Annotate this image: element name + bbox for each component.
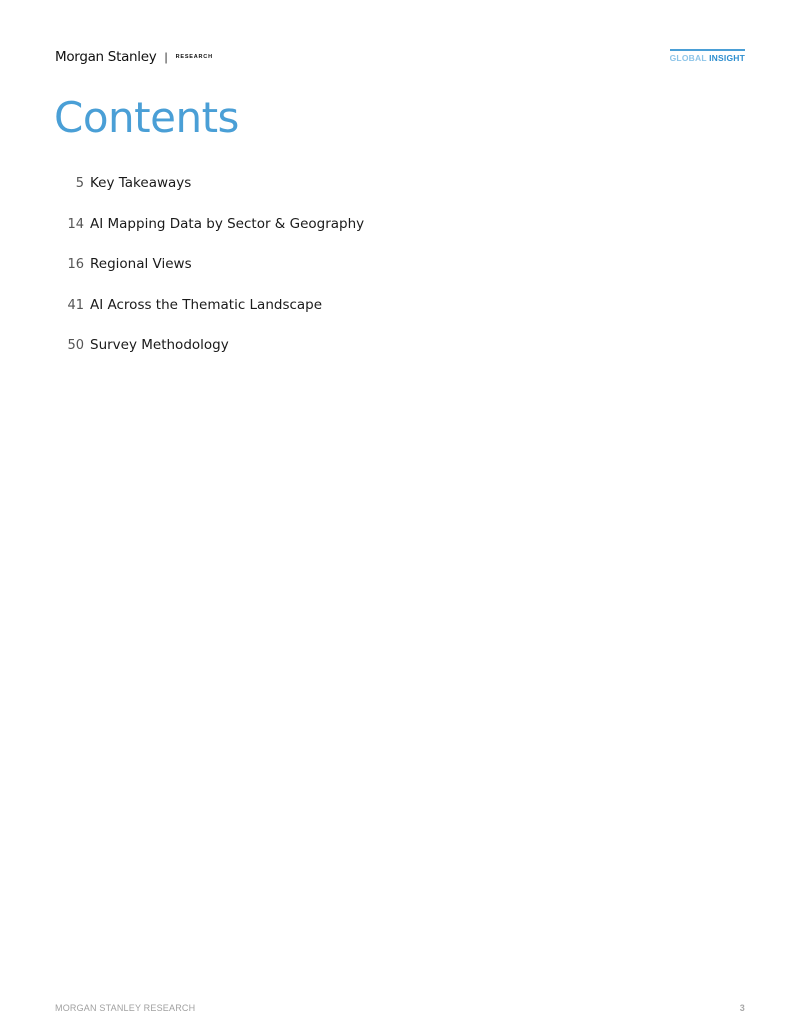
brand-name: Morgan Stanley (55, 49, 157, 65)
table-of-contents (55, 175, 364, 378)
toc-page-number: 41 (67, 297, 84, 313)
toc-label: Regional Views (90, 256, 192, 272)
toc-item-thematic-landscape[interactable] (55, 297, 364, 338)
toc-page-number: 14 (67, 216, 84, 232)
page-header (55, 48, 745, 68)
toc-item-survey-methodology[interactable] (55, 337, 364, 378)
brand-logo (55, 48, 213, 66)
tag-part-insight: INSIGHT (709, 53, 745, 63)
tag-part-global: GLOBAL (669, 53, 707, 63)
footer-publisher: MORGAN STANLEY RESEARCH (55, 1003, 196, 1013)
footer-page-number: 3 (739, 1003, 745, 1013)
toc-label: Survey Methodology (90, 337, 229, 353)
toc-label: AI Across the Thematic Landscape (90, 296, 323, 313)
page-title: Contents (54, 93, 239, 142)
toc-item-ai-mapping-data[interactable] (55, 216, 364, 257)
toc-item-regional-views[interactable] (55, 256, 364, 297)
toc-page-number: 5 (75, 176, 84, 191)
brand-subtitle: RESEARCH (175, 54, 213, 60)
toc-page-number: 16 (67, 257, 84, 272)
toc-label: Key Takeaways (90, 175, 192, 191)
toc-item-key-takeaways[interactable] (55, 175, 364, 216)
toc-label: AI Mapping Data by Sector & Geography (90, 215, 365, 232)
toc-page-number: 50 (67, 338, 84, 353)
global-insight-tag (670, 49, 745, 63)
brand-separator: | (164, 50, 168, 64)
